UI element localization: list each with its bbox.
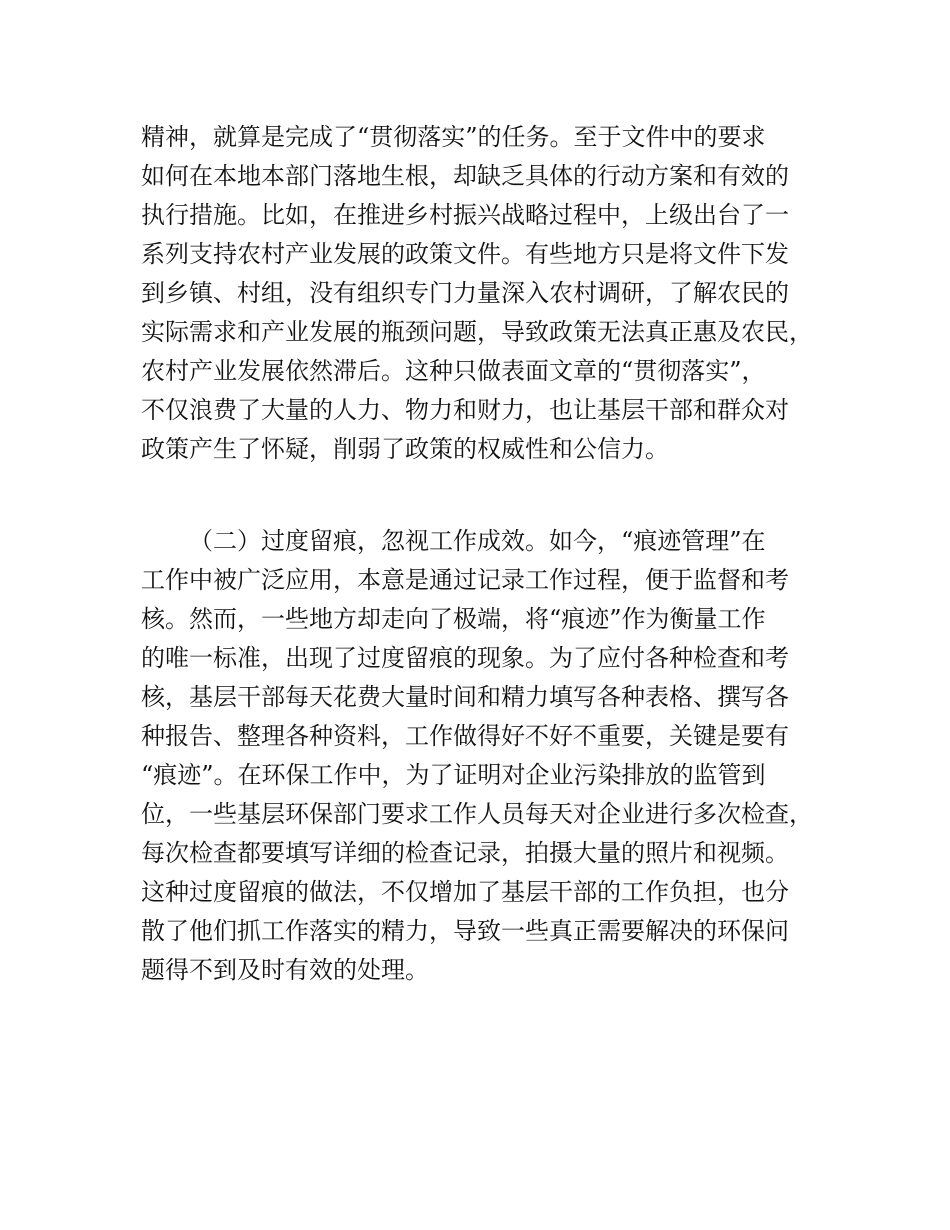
text-line: 的唯一标准，出现了过度留痕的现象。为了应付各种检查和考 xyxy=(141,644,789,672)
text-line: 执行措施。比如，在推进乡村振兴战略过程中，上级出台了一 xyxy=(141,201,789,229)
text-line: 精神，就算是完成了“贯彻落实”的任务。至于文件中的要求 xyxy=(141,123,766,151)
text-line: 实际需求和产业发展的瓶颈问题，导致政策无法真正惠及农民， xyxy=(141,318,813,346)
text-line: 散了他们抓工作落实的精力，导致一些真正需要解决的环保问 xyxy=(141,917,789,945)
text-line: 位，一些基层环保部门要求工作人员每天对企业进行多次检查， xyxy=(141,800,813,828)
text-line: 这种过度留痕的做法，不仅增加了基层干部的工作负担，也分 xyxy=(141,878,789,906)
text-line: 不仅浪费了大量的人力、物力和财力，也让基层干部和群众对 xyxy=(141,396,789,424)
text-line: 如何在本地本部门落地生根，却缺乏具体的行动方案和有效的 xyxy=(141,162,789,190)
text-line: 题得不到及时有效的处理。 xyxy=(141,956,429,984)
paragraph-1 xyxy=(141,118,811,469)
text-line: 工作中被广泛应用，本意是通过记录工作过程，便于监督和考 xyxy=(141,566,789,594)
text-line: 政策产生了怀疑，削弱了政策的权威性和公信力。 xyxy=(141,435,669,463)
text-line: “痕迹”。在环保工作中，为了证明对企业污染排放的监管到 xyxy=(141,761,766,789)
section-heading-line: （二）过度留痕，忽视工作成效。如今，“痕迹管理”在 xyxy=(189,527,766,555)
text-line: 农村产业发展依然滞后。这种只做表面文章的“贯彻落实”， xyxy=(141,357,766,385)
text-line: 种报告、整理各种资料，工作做得好不好不重要，关键是要有 xyxy=(141,722,789,750)
text-line: 核。然而，一些地方却走向了极端，将“痕迹”作为衡量工作 xyxy=(141,605,766,633)
text-line: 系列支持农村产业发展的政策文件。有些地方只是将文件下发 xyxy=(141,240,789,268)
text-line: 每次检查都要填写详细的检查记录，拍摄大量的照片和视频。 xyxy=(141,839,789,867)
text-line: 到乡镇、村组，没有组织专门力量深入农村调研，了解农民的 xyxy=(141,279,789,307)
paragraph-2 xyxy=(141,522,811,990)
text-line: 核，基层干部每天花费大量时间和精力填写各种表格、撰写各 xyxy=(141,683,789,711)
